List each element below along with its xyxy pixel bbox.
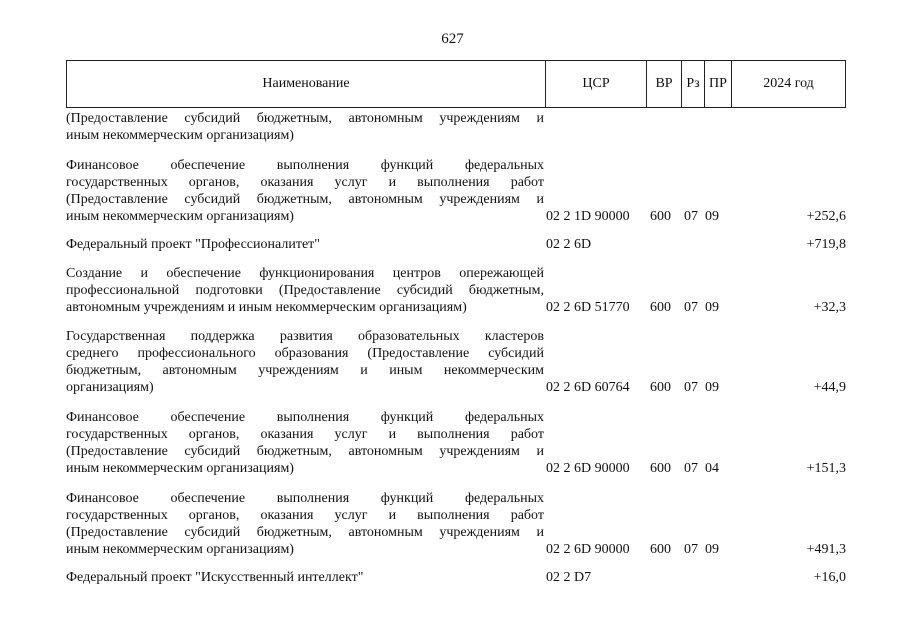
row-name	[66, 265, 544, 316]
row-name-line: Государственная поддержка развития образовательных кластеров	[66, 329, 544, 344]
row-name	[66, 569, 544, 586]
row-name	[66, 409, 544, 477]
row-name	[66, 236, 544, 253]
row-pr: 09	[705, 380, 719, 395]
row-name-line: иным некоммерческим организациям)	[66, 542, 294, 557]
row-name-line: бюджетным, автономным учреждениям и иным некоммерческим	[66, 363, 544, 378]
table-header	[66, 60, 846, 108]
row-rz: 07	[684, 542, 698, 557]
header-year: 2024 год	[731, 60, 846, 108]
header-pr: ПР	[704, 60, 731, 108]
header-rz: Рз	[681, 60, 704, 108]
row-name-line: Финансовое обеспечение выполнения функций федеральных	[66, 491, 544, 506]
row-vr: 600	[650, 542, 671, 557]
row-name-line: Создание и обеспечение функционирования центров опережающей	[66, 266, 544, 281]
row-name-line: Финансовое обеспечение выполнения функций федеральных	[66, 410, 544, 425]
row-csr: 02 2 6D 60764	[546, 380, 630, 395]
row-pr: 09	[705, 209, 719, 224]
row-name-line: государственных органов, оказания услуг и выполнения работ	[66, 508, 544, 523]
row-name-line: (Предоставление субсидий бюджетным, автономным учреждениям и	[66, 525, 544, 540]
row-csr: 02 2 6D 51770	[546, 300, 630, 315]
row-rz: 07	[684, 461, 698, 476]
row-amount: +44,9	[813, 380, 846, 395]
row-name-line: иным некоммерческим организациям)	[66, 209, 294, 224]
row-csr: 02 2 6D 90000	[546, 461, 630, 476]
row-name-line: среднего профессионального образования (Предоставление субсидий	[66, 346, 544, 361]
header-csr: ЦСР	[545, 60, 646, 108]
row-csr: 02 2 6D 90000	[546, 542, 630, 557]
row-rz: 07	[684, 300, 698, 315]
row-amount: +719,8	[806, 237, 846, 252]
row-name-line: Финансовое обеспечение выполнения функций федеральных	[66, 158, 544, 173]
row-amount: +32,3	[813, 300, 846, 315]
row-name-line: (Предоставление субсидий бюджетным, автономным учреждениям и	[66, 444, 544, 459]
row-name	[66, 157, 544, 225]
row-name-line: (Предоставление субсидий бюджетным, автономным учреждениям и	[66, 192, 544, 207]
row-name-line: государственных органов, оказания услуг и выполнения работ	[66, 427, 544, 442]
page-number: 627	[441, 31, 464, 47]
row-name-line: государственных органов, оказания услуг и выполнения работ	[66, 175, 544, 190]
row-csr: 02 2 6D	[546, 237, 592, 252]
row-pr: 09	[705, 542, 719, 557]
row-name-line: организациям)	[66, 380, 154, 395]
row-name-line: иным некоммерческим организациям)	[66, 128, 294, 143]
row-name-line: автономным учреждениям и иным некоммерческим организациям)	[66, 300, 467, 315]
row-vr: 600	[650, 461, 671, 476]
row-vr: 600	[650, 300, 671, 315]
row-amount: +252,6	[806, 209, 846, 224]
row-vr: 600	[650, 209, 671, 224]
row-csr: 02 2 D7	[546, 570, 592, 585]
header-name: Наименование	[66, 60, 545, 108]
row-name-line: Федеральный проект "Профессионалитет"	[66, 237, 320, 252]
row-name-line: иным некоммерческим организациям)	[66, 461, 294, 476]
row-rz: 07	[684, 209, 698, 224]
row-name	[66, 328, 544, 396]
header-vr: ВР	[646, 60, 681, 108]
row-amount: +151,3	[806, 461, 846, 476]
row-name-line: профессиональной подготовки (Предоставление субсидий бюджетным,	[66, 283, 544, 298]
row-name	[66, 490, 544, 558]
row-csr: 02 2 1D 90000	[546, 209, 630, 224]
row-vr: 600	[650, 380, 671, 395]
row-rz: 07	[684, 380, 698, 395]
row-name	[66, 110, 544, 144]
row-amount: +16,0	[813, 570, 846, 585]
row-pr: 09	[705, 300, 719, 315]
row-name-line: (Предоставление субсидий бюджетным, автономным учреждениям и	[66, 111, 544, 126]
row-amount: +491,3	[806, 542, 846, 557]
row-pr: 04	[705, 461, 719, 476]
row-name-line: Федеральный проект "Искусственный интеллект"	[66, 570, 364, 585]
